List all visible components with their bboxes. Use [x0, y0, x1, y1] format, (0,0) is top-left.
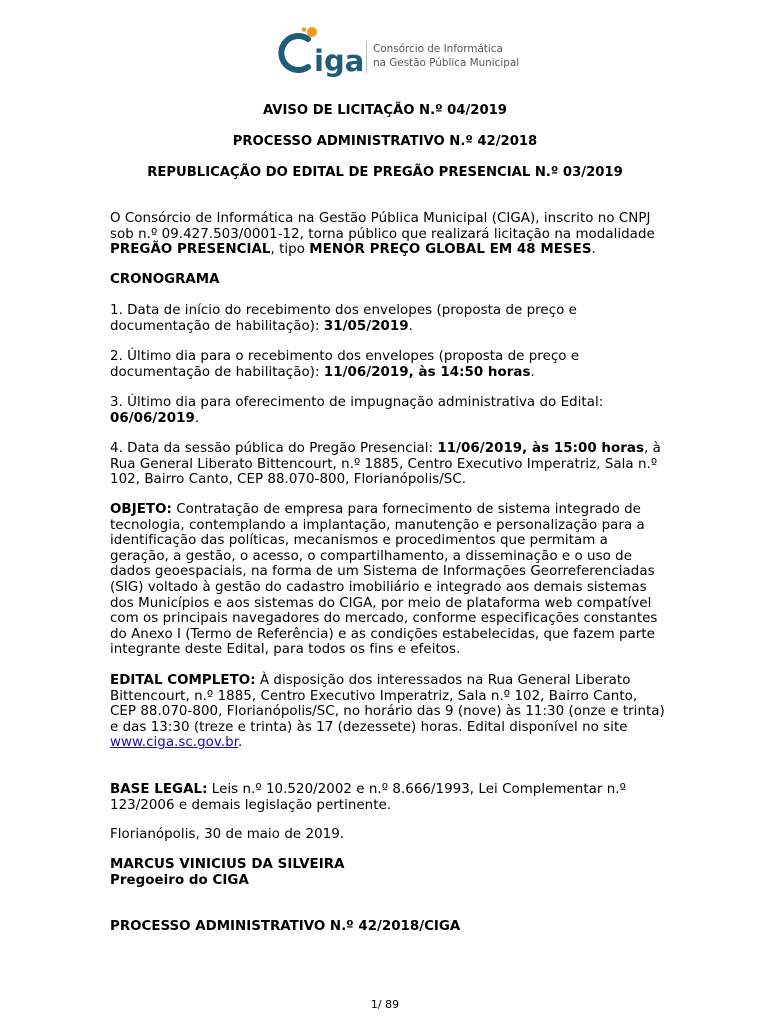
objeto-text-0: Contratação de empresa para fornecimento de sistema integrado de: [171, 502, 641, 517]
item4-pre: 4. Data da sessão pública do Pregão Presencial:: [110, 441, 438, 456]
objeto-label: OBJETO:: [110, 502, 172, 517]
signature-role: [110, 873, 696, 889]
intro-paragraph: [110, 211, 696, 258]
tipo: MENOR PREÇO GLOBAL EM 48 MESES: [309, 242, 592, 258]
objeto-line-0: [110, 502, 696, 518]
intro-line1: O Consórcio de Informática na Gestão Pública Municipal (CIGA), inscrito no CNPJ: [110, 211, 651, 226]
cronograma-item-4: [110, 441, 696, 488]
ciga-logo: [274, 27, 520, 79]
site-link[interactable]: www.ciga.sc.gov.br: [110, 735, 239, 751]
item2-line2: documentação de habilitação): 11/06/2019, às 14:50 horas.: [110, 364, 535, 380]
intro-line3: [110, 242, 696, 258]
page-number: 1/ 89: [370, 998, 400, 1011]
modalidade: PREGÃO PRESENCIAL: [110, 242, 271, 258]
date-text: Florianópolis, 30 de maio de 2019.: [110, 827, 345, 842]
item1-line2: documentação de habilitação): 31/05/2019.: [110, 318, 413, 334]
signature-block: [110, 857, 696, 888]
logo-subtitle-line1: Consórcio de Informática: [373, 43, 503, 55]
signature-name-text: MARCUS VINICIUS DA SILVEIRA: [110, 857, 345, 872]
item1-line1: 1. Data de início do recebimento dos envelopes (proposta de preço e: [110, 303, 577, 318]
objeto-line-4: dados geoespaciais, na forma de um Sistema de Informações Georreferenciadas: [110, 564, 655, 580]
date-line: [110, 827, 696, 843]
edital-line-0: [110, 673, 696, 689]
objeto-line-8: do Anexo I (Termo de Referência) e as condições estabelecidas, que fazem parte: [110, 626, 655, 642]
title-republicacao: REPUBLICAÇÃO DO EDITAL DE PREGÃO PRESENCIAL N.º 03/2019: [147, 165, 623, 180]
base-legal-line2: 123/2006 e demais legislação pertinente.: [110, 797, 392, 813]
edital-label: EDITAL COMPLETO:: [110, 673, 256, 688]
title-processo: PROCESSO ADMINISTRATIVO N.º 42/2018: [232, 134, 538, 149]
item3-date: 06/06/2019: [110, 410, 195, 426]
ciga-c-icon: [274, 27, 318, 79]
item3-line2: 06/06/2019.: [110, 410, 200, 426]
logo-wordmark: iga: [314, 44, 365, 78]
item4-post: , à: [644, 441, 661, 456]
objeto-line-9: integrante deste Edital, para todos os fins e efeitos.: [110, 642, 461, 658]
edital-paragraph: [110, 673, 696, 751]
logo-divider: [366, 41, 367, 73]
item2-line1: 2. Último dia para o recebimento dos envelopes (proposta de preço e: [110, 349, 580, 364]
objeto-line-2: identificação das políticas, mecanismos e procedimentos que permitam a: [110, 533, 608, 549]
base-legal-text1: Leis n.º 10.520/2002 e n.º 8.666/1993, Lei Complementar n.º: [207, 782, 626, 797]
cronograma-item-2: [110, 349, 696, 380]
intro-line2: sob n.º 09.427.503/0001-12, torna público que realizará licitação na modalidade: [110, 226, 655, 242]
intro-end: .: [591, 242, 596, 258]
objeto-line-7: com os principais navegadores do mercado, conforme especificações constantes: [110, 611, 658, 627]
signature-name: [110, 857, 696, 873]
edital-line-4: [110, 735, 696, 751]
edital-line-2: CEP 88.070-800, Florianópolis/SC, no horário das 9 (nove) às 11:30 (onze e trinta): [110, 704, 665, 720]
item4-line2: Rua General Liberato Bittencourt, n.º 1885, Centro Executivo Imperatriz, Sala n.º: [110, 456, 658, 472]
cronograma-heading: CRONOGRAMA: [110, 272, 220, 287]
site-end: .: [238, 735, 243, 751]
logo-subtitle-line2: na Gestão Pública Municipal: [373, 57, 520, 69]
signature-role-text: Pregoeiro do CIGA: [110, 872, 249, 888]
cronograma-item-1: [110, 303, 696, 334]
objeto-line-5: (SIG) voltado à gestão do cadastro imobiliário e integrado aos demais sistemas: [110, 579, 647, 595]
item2-text: documentação de habilitação):: [110, 364, 324, 380]
item4-line3: 102, Bairro Canto, CEP 88.070-800, Florianópolis/SC.: [110, 472, 467, 488]
base-legal-line1: [110, 782, 696, 798]
objeto-paragraph: [110, 502, 696, 658]
item2-date: 11/06/2019, às 14:50 horas: [323, 364, 531, 380]
edital-line-3: e das 13:30 (treze e trinta) às 17 (dezessete) horas. Edital disponível no site: [110, 719, 628, 735]
base-legal-label: BASE LEGAL:: [110, 782, 208, 797]
intro-mid: , tipo: [270, 242, 310, 258]
objeto-line-1: tecnologia, contemplando a implantação, manutenção e personalização para a: [110, 517, 645, 533]
item4-line1: [110, 441, 696, 457]
item4-date: 11/06/2019, às 15:00 horas: [437, 441, 645, 456]
objeto-line-3: geração, a gestão, o acesso, o compartilhamento, a disseminação e o uso de: [110, 548, 632, 564]
base-legal-paragraph: [110, 782, 696, 813]
edital-text-0: À disposição dos interessados na Rua General Liberato: [255, 673, 631, 688]
processo-footer: PROCESSO ADMINISTRATIVO N.º 42/2018/CIGA: [110, 919, 461, 934]
item3-line1: 3. Último dia para oferecimento de impugnação administrativa do Edital:: [110, 395, 604, 410]
item1-date: 31/05/2019: [323, 318, 409, 334]
objeto-line-6: dos Municípios e aos sistemas do CIGA, por meio de plataforma web compatível: [110, 595, 652, 611]
logo-subtitle: [373, 42, 519, 70]
item1-text: documentação de habilitação):: [110, 318, 324, 334]
edital-line-1: Bittencourt, n.º 1885, Centro Executivo Imperatriz, Sala n.º 102, Bairro Canto,: [110, 688, 638, 704]
title-aviso: AVISO DE LICITAÇÃO N.º 04/2019: [263, 103, 507, 118]
cronograma-item-3: [110, 395, 696, 426]
